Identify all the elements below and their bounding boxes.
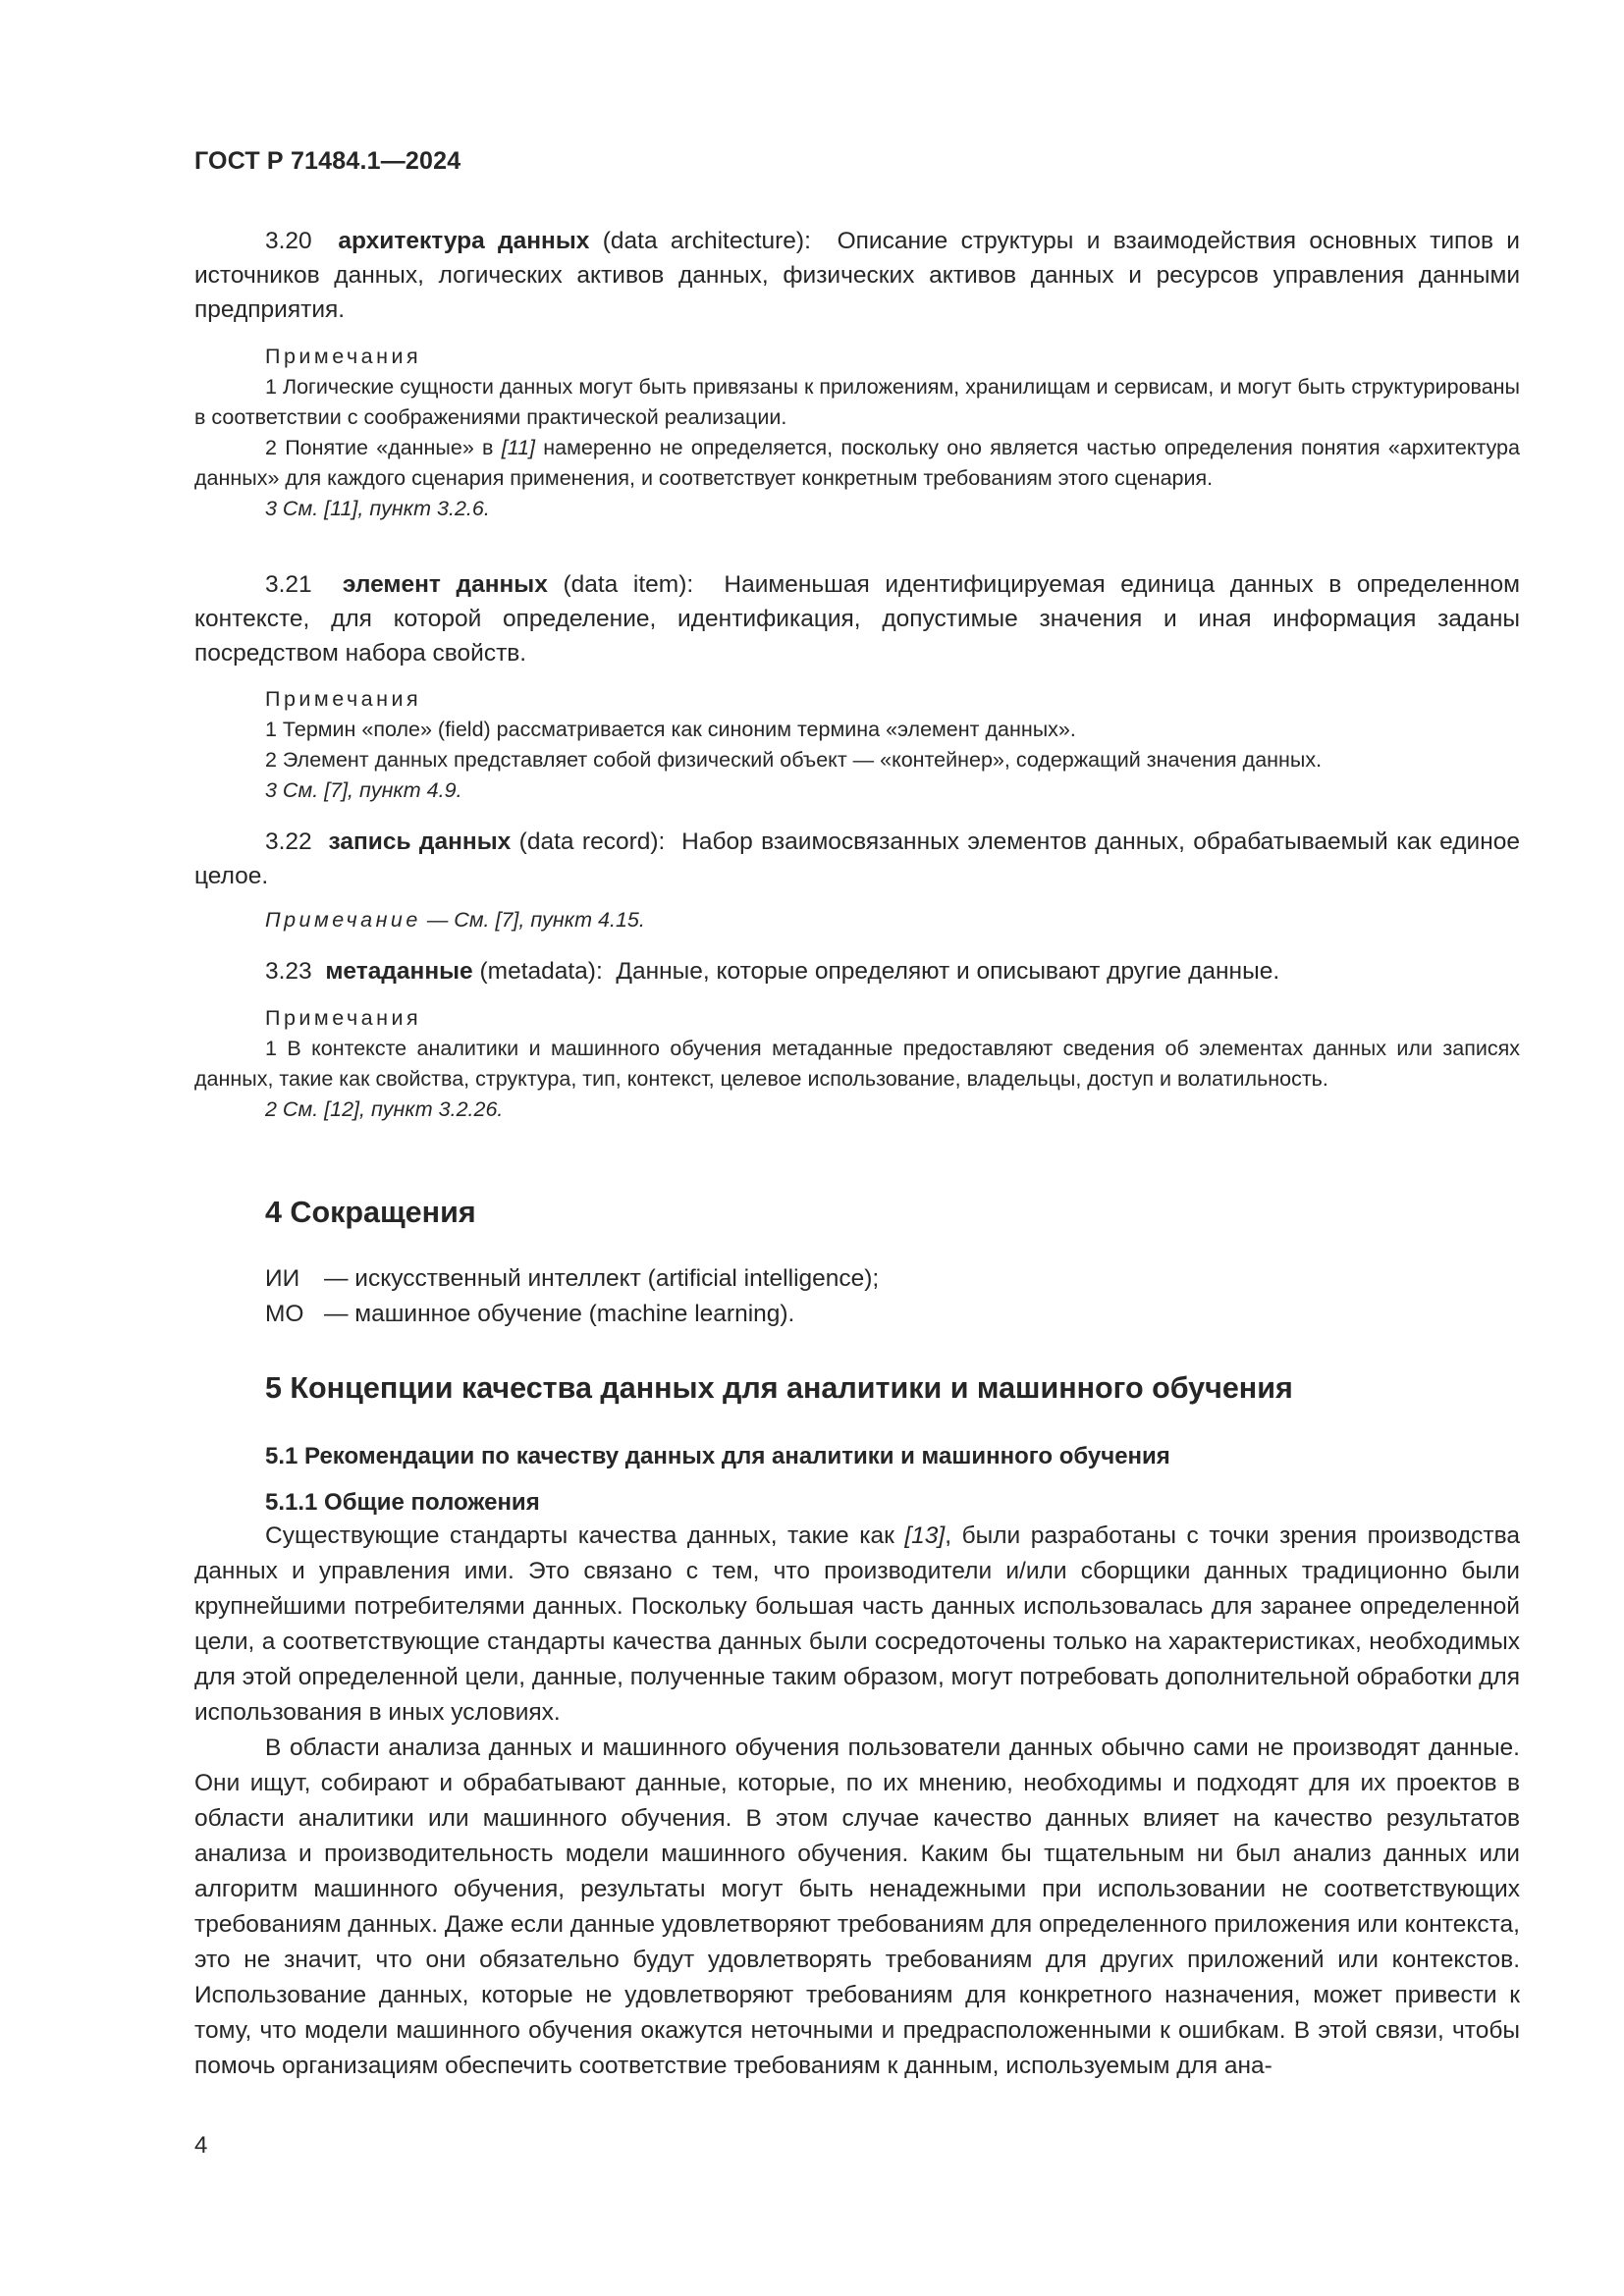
term-title: метаданные bbox=[325, 958, 473, 985]
notes-title: Примечания bbox=[265, 687, 422, 711]
term-title: элемент данных bbox=[342, 571, 548, 598]
note-3: 3 См. [7], пункт 4.9. bbox=[265, 778, 462, 802]
note-1: 1 В контексте аналитики и машинного обучения метаданные предоставляют сведения об элементах данных или записях данных, такие как свойства, структура, тип, контекст, целевое использование, владельцы, доступ и волатильность. bbox=[194, 1037, 1520, 1091]
notes-3-23 bbox=[194, 1003, 1520, 1125]
notes-3-20: Примечания 1 Логические сущности данных могут быть привязаны к приложениям, хранилищам и сервисам, и могут быть структурированы в соответствии с соображениями практической реализации. 2 Понятие «данные» в [11] намеренно не определяется, поскольку оно является частью определения понятия «архитектура данных» для каждого сценария применения, и соответствует конкретным требованиям этого сценария. 3 См. [11], пункт 3.2.6. bbox=[194, 345, 1520, 520]
section-4-title: 4 Сокращения bbox=[265, 1196, 476, 1229]
abbreviation-item: МО — машинное обучение (machine learning). bbox=[265, 1301, 795, 1327]
note-2: 2 Элемент данных представляет собой физический объект — «контейнер», содержащий значения данных. bbox=[265, 748, 1323, 772]
term-3-20: 3.20 архитектура данных (data architecture): Описание структуры и взаимодействия основных типов и источников данных, логических активов данных, физических активов данных и ресурсов управления данными предприятия. bbox=[194, 228, 1520, 323]
note-3: 3 См. [11], пункт 3.2.6. bbox=[265, 497, 490, 520]
term-title: запись данных bbox=[328, 828, 512, 855]
term-3-21: 3.21 элемент данных (data item): Наименьшая идентифицируемая единица данных в определенном контексте, для которой определение, идентификация, допустимые значения и иная информация заданы посредством набора свойств. bbox=[194, 571, 1520, 667]
body-text bbox=[194, 1519, 1520, 2084]
note-2: намеренно не определяется, поскольку оно является частью определения понятия «архитектура данных» для каждого сценария применения, и соответствует конкретным требованиям этого сценария. bbox=[194, 436, 1520, 490]
paragraph: Существующие стандарты качества данных, такие как [13], были разработаны с точки зрения производства данных и управления ими. Это связано с тем, что производители и/или сборщики данных традиционно были крупнейшими потребителями данных. Поскольку большая часть данных использовалась для заранее определенной цели, а соответствующие стандарты качества данных были сосредоточены только на характеристиках, необходимых для этой определенной цели, данные, полученные таким образом, могут потребовать дополнительной обработки для использования в иных условиях. bbox=[194, 1522, 1520, 1726]
term-3-23: 3.23 метаданные (metadata): Данные, которые определяют и описывают другие данные. bbox=[265, 958, 1280, 985]
abbreviation-item: ИИ — искусственный интеллект (artificial intelligence); bbox=[265, 1265, 880, 1292]
paragraph: В области анализа данных и машинного обучения пользователи данных обычно сами не производят данные. Они ищут, собирают и обрабатывают данные, которые, по их мнению, необходимы и подходят для их проектов в области аналитики или машинного обучения. В этом случае качество данных влияет на качество результатов анализа и производительность модели машинного обучения. Каким бы тщательным ни был анализ данных или алгоритм машинного обучения, результаты могут быть ненадежными при использовании не соответствующих требованиям данных. Даже если данные удовлетворяют требованиям для определенного приложения или контекста, это не значит, что они обязательно будут удовлетворять требованиям для других приложений или контекстов. Использование данных, которые не удовлетворяют требованиям для конкретного назначения, может привести к тому, что модели машинного обучения окажутся неточными и предрасположенными к ошибкам. В этой связи, чтобы помочь организациям обеспечить соответствие требованиям к данным, используемым для ана- bbox=[194, 1735, 1520, 2079]
term-title: архитектура данных bbox=[338, 228, 590, 254]
notes-title: Примечания bbox=[265, 345, 422, 368]
subsection-5-1-title: 5.1 Рекомендации по качеству данных для аналитики и машинного обучения bbox=[265, 1443, 1170, 1469]
subsection-5-1-1-title: 5.1.1 Общие положения bbox=[265, 1489, 540, 1516]
abbreviation-list bbox=[265, 1261, 879, 1332]
note-3-22: Примечание — См. [7], пункт 4.15. bbox=[265, 908, 645, 932]
note-1: 1 Логические сущности данных могут быть привязаны к приложениям, хранилищам и сервисам, и могут быть структурированы в соответствии с соображениями практической реализации. bbox=[194, 375, 1520, 429]
document-header: ГОСТ Р 71484.1—2024 bbox=[194, 147, 461, 175]
note-2: 2 См. [12], пункт 3.2.26. bbox=[265, 1097, 504, 1121]
notes-title: Примечания bbox=[265, 1006, 422, 1030]
page-number: 4 bbox=[194, 2132, 208, 2159]
term-3-22: 3.22 запись данных (data record): Набор взаимосвязанных элементов данных, обрабатываемый как единое целое. bbox=[194, 828, 1520, 889]
note-1: 1 Термин «поле» (field) рассматривается как синоним термина «элемент данных». bbox=[265, 718, 1076, 741]
section-5-title: 5 Концепции качества данных для аналитики и машинного обучения bbox=[265, 1371, 1293, 1405]
notes-3-21 bbox=[194, 684, 1520, 806]
